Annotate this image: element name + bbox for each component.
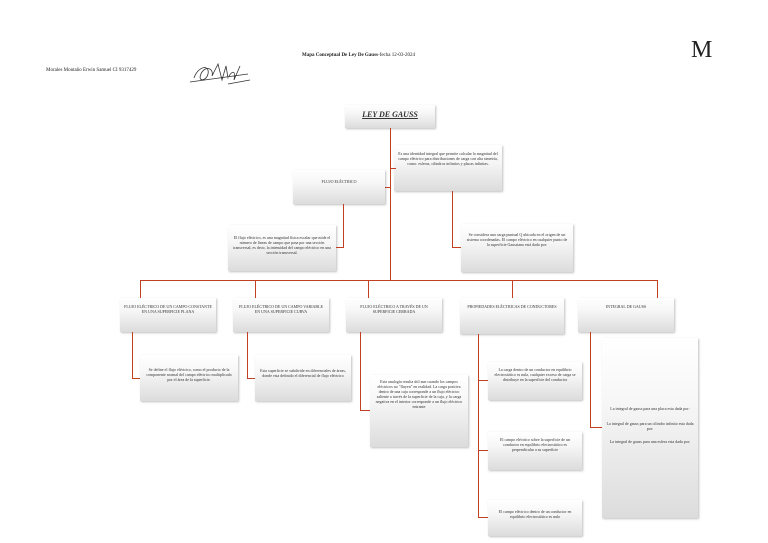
detail-text: Esta superficie se subdivide en diferenciales de áreas, donde esta definido el diferencial de flujo eléctrico (260, 368, 346, 378)
document-title (302, 53, 415, 58)
branch-4-detail-1 (488, 362, 582, 400)
definition-node (394, 145, 502, 191)
connector-b4-to-3 (478, 517, 488, 518)
detail-text: El campo eléctrico dentro de un conductor en equilibrio electrostático es nulo (498, 509, 572, 519)
branch-2-detail (255, 355, 351, 401)
connector-b3-down (360, 332, 361, 411)
drop-branch-3 (368, 280, 369, 298)
detail-text: Esta analogía resulta útil aun cuando los campos eléctricos no "fluyen" en realidad. La carga positiva dentro de una caja corresponde a un flujo eléctrico saliente a través de la superficie de la caja, y la carga negativa en el interior corresponde a un flujo eléctrico entrante (375, 379, 463, 409)
gauss-plate-text: La integral de gauss para una placa esta dada por: (610, 406, 690, 411)
connector-b2-down (247, 332, 248, 379)
flux-description-node (228, 225, 336, 271)
connector-b1-down (132, 332, 133, 379)
charge-node (461, 224, 573, 272)
connector-definition-down (452, 191, 453, 248)
root-label: LEY DE GAUSS (362, 110, 418, 119)
connector-flux-to-text (336, 247, 344, 248)
branch-title-text: PROPIEDADES ELÉCTRICAS DE CONDUCTORES (467, 304, 557, 309)
drop-branch-5 (657, 280, 658, 298)
branch-4-detail-3 (488, 500, 582, 536)
corner-mark: M (691, 37, 713, 63)
title-text: Mapa Conceptual De Ley De Gauss (302, 53, 378, 58)
signature (188, 58, 254, 88)
branch-title-text: FLUJO ELÉCTRICO DE UN CAMPO CONSTANTE EN UNA SUPERFICIE PLANA (124, 304, 212, 314)
gauss-sphere-text: La integral de gauss para una esfera esta dada por: (609, 439, 691, 444)
connector-root-down (390, 128, 391, 280)
detail-text: El campo eléctrico sobre la superficie de un conductor en equilibrio electrostático es perpendicular a su superficie (499, 437, 571, 452)
branch-5-detail (602, 338, 698, 518)
flux-node (293, 170, 385, 204)
branch-title-4 (460, 298, 564, 334)
branch-title-1 (120, 298, 216, 332)
branch-title-text: FLUJO ELÉCTRICO A TRAVÉS DE UN SUPERFICIE CERRADA (360, 304, 428, 314)
branch-title-text: FLUJO ELÉCTRICO DE UN CAMPO VARIABLE EN UNA SUPERFICIE CURVA (239, 304, 323, 314)
branch-title-text: INTEGRAL DE GAUSS (605, 304, 647, 309)
connector-flux-down (343, 204, 344, 248)
drop-branch-4 (512, 280, 513, 298)
connector-b4-down (478, 334, 479, 518)
branch-title-5 (578, 298, 674, 332)
connector-to-definition (390, 168, 396, 169)
branch-4-detail-2 (488, 432, 582, 470)
connector-to-flux (385, 187, 390, 188)
branch-title-3 (346, 298, 442, 332)
detail-text: Se define el flujo eléctrico, como el producto de la componente normal del campo eléctrico multiplicado por el área de la superficie. (146, 367, 232, 382)
connector-b5-right (590, 427, 602, 428)
connector-b4-to-2 (478, 450, 488, 451)
root-node (345, 105, 435, 128)
drop-branch-1 (140, 280, 141, 298)
flux-title: FLUJO ELÉCTRICO (321, 179, 357, 184)
gauss-cylinder-text: La integral de gauss para un cilindro infinito esta dada por: (606, 421, 694, 431)
definition-text: Es una identidad integral que permite calcular la magnitud del campo eléctrico para distribuciones de carga con alta simetría, como: esferas, cilindros infinitos y placas infinitas. (398, 151, 498, 166)
branch-title-2 (233, 298, 329, 332)
drop-branch-2 (255, 280, 256, 298)
detail-text: La carga dentro de un conductor en equilibrio electrostático es nula, cualquier exceso de carga se distribuye en la superficie del conductor (494, 367, 576, 382)
author-name: Morales Montaño Erwin Samuel CI 9317429 (46, 68, 137, 73)
flux-description: El flujo eléctrico, es una magnitud física escalar que mide el número de líneas de campo que pasa por una sección transversal, es decir, la intensidad del campo eléctrico en una sección transversal. (233, 235, 331, 255)
connector-b2-right (247, 378, 255, 379)
date-text: -fecha 12-03-2024 (377, 53, 416, 58)
connector-b4-to-1 (478, 380, 488, 381)
charge-description: Se considera una carga puntual Q ubicada en el origen de un sistema coordenadas. El campo eléctrico en cualquier punto de la superficie Gaussiana está dada por: (466, 232, 568, 247)
connector-horizontal-bus (140, 280, 657, 281)
connector-b3-right (360, 410, 370, 411)
branch-1-detail (140, 355, 238, 401)
connector-definition-to-charge (452, 247, 461, 248)
branch-3-detail (370, 375, 468, 447)
connector-b5-down (590, 332, 591, 428)
connector-b1-right (132, 378, 140, 379)
